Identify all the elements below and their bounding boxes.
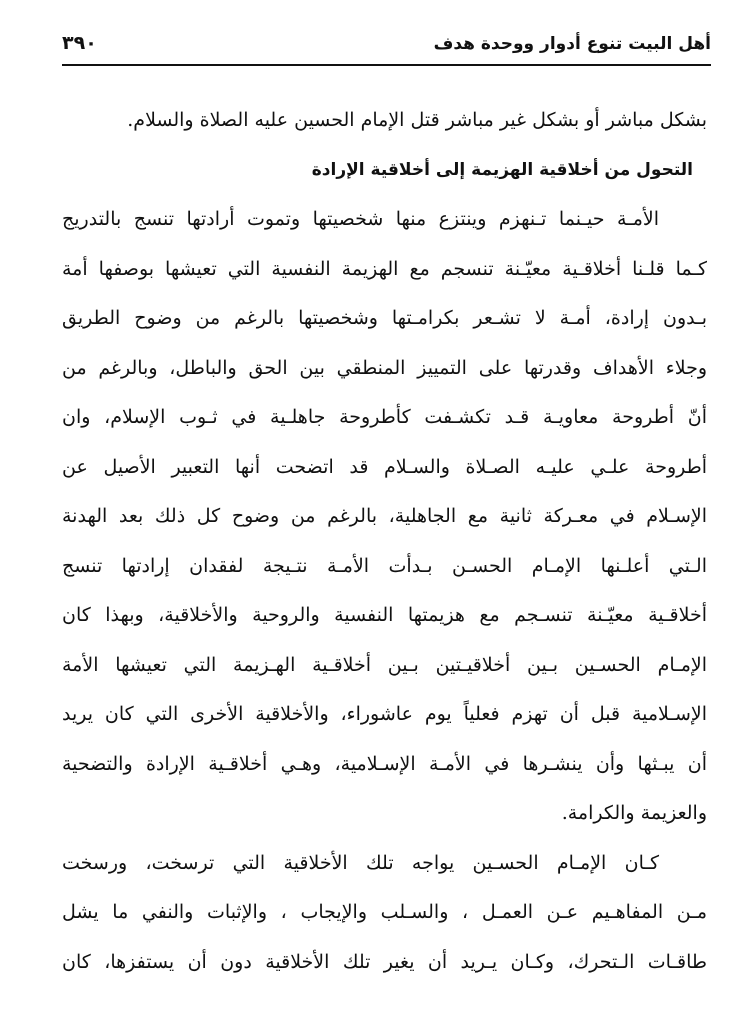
text-line: أنّ أطروحة معاويـة قـد تكشـفت كأطروحة جاهلـية في ثـوب الإسلام، وان [62, 406, 707, 428]
paragraph-1 [62, 195, 707, 839]
text-line: الأمـة حيـنما تـنهزم وينتزع منها شخصيتها وتموت أرادتها تنسج بالتدريج [62, 208, 659, 230]
text-line: طاقـات الـتحرك، وكـان يـريد أن يغير تلك الأخلاقية دون أن يستفزها، كان [62, 950, 707, 973]
text-line: مـن المفاهـيم عـن العمـل ، والسـلب والإيجاب ، والإثبات والنفي ما يشل [62, 901, 707, 923]
page-number: ٣٩٠ [62, 32, 97, 54]
running-title: أهل البيت تنوع أدوار ووحدة هدف [433, 34, 711, 54]
text-line: الإسـلام في معـركة ثانية مع الجاهلية، بالرغم من وضوح كل ذلك بعد الهدنة [62, 505, 707, 527]
text-line: والعزيمة والكرامة. [561, 802, 707, 824]
page-header [62, 28, 711, 64]
text-line: الإمـام الحسـين بـين أخلاقيـتين بـين أخلاقـية الهـزيمة التي تعيشها الأمة [62, 653, 707, 676]
text-line: كـان الإمـام الحسـين يواجه تلك الأخلاقية التي ترسخت، ورسخت [62, 851, 659, 874]
text-line: وجلاء الأهداف وقدرتها على التمييز المنطقي بين الحق والباطل، وبالرغم من [62, 356, 707, 379]
text-line: الإسـلامية قبل أن تهزم فعلياً يوم عاشوراء، والأخلاقية الأخرى التي كان يريد [62, 703, 707, 725]
page-body [62, 96, 707, 987]
section-heading: التحول من أخلاقية الهزيمة إلى أخلاقية الإرادة [311, 159, 693, 180]
text-line: كـما قلـنا أخلاقـية معيّـنة تنسجم مع الهزيمة النفسية التي تعيشها بوصفها أمة [62, 257, 707, 280]
text-line: أن يبـثها وأن ينشـرها في الأمـة الإسـلامية، وهـي أخلاقـية الإرادة والتضحية [62, 752, 707, 775]
paragraph-2 [62, 839, 707, 988]
text-line: أخلاقـية معيّـنة تنسـجم مع هزيمتها النفسية والروحية والأخلاقية، وبهذا كان [62, 604, 707, 626]
text-line: أطروحة علـي عليـه الصـلاة والسـلام قد اتضحت أنها التعبير الأصيل عن [62, 455, 707, 478]
intro-line: بشكل مباشر أو بشكل غير مباشر قتل الإمام الحسين عليه الصلاة والسلام. [127, 109, 707, 131]
text-line: بـدون إرادة، أمـة لا تشـعر بكرامـتها وشخصيتها بالرغم من وضوح الطريق [62, 307, 707, 329]
header-divider [62, 64, 711, 66]
text-line: الـتي أعلـنها الإمـام الحسـن بـدأت الأمـة نتـيجة لفقدان إرادتها تنسج [62, 554, 707, 577]
